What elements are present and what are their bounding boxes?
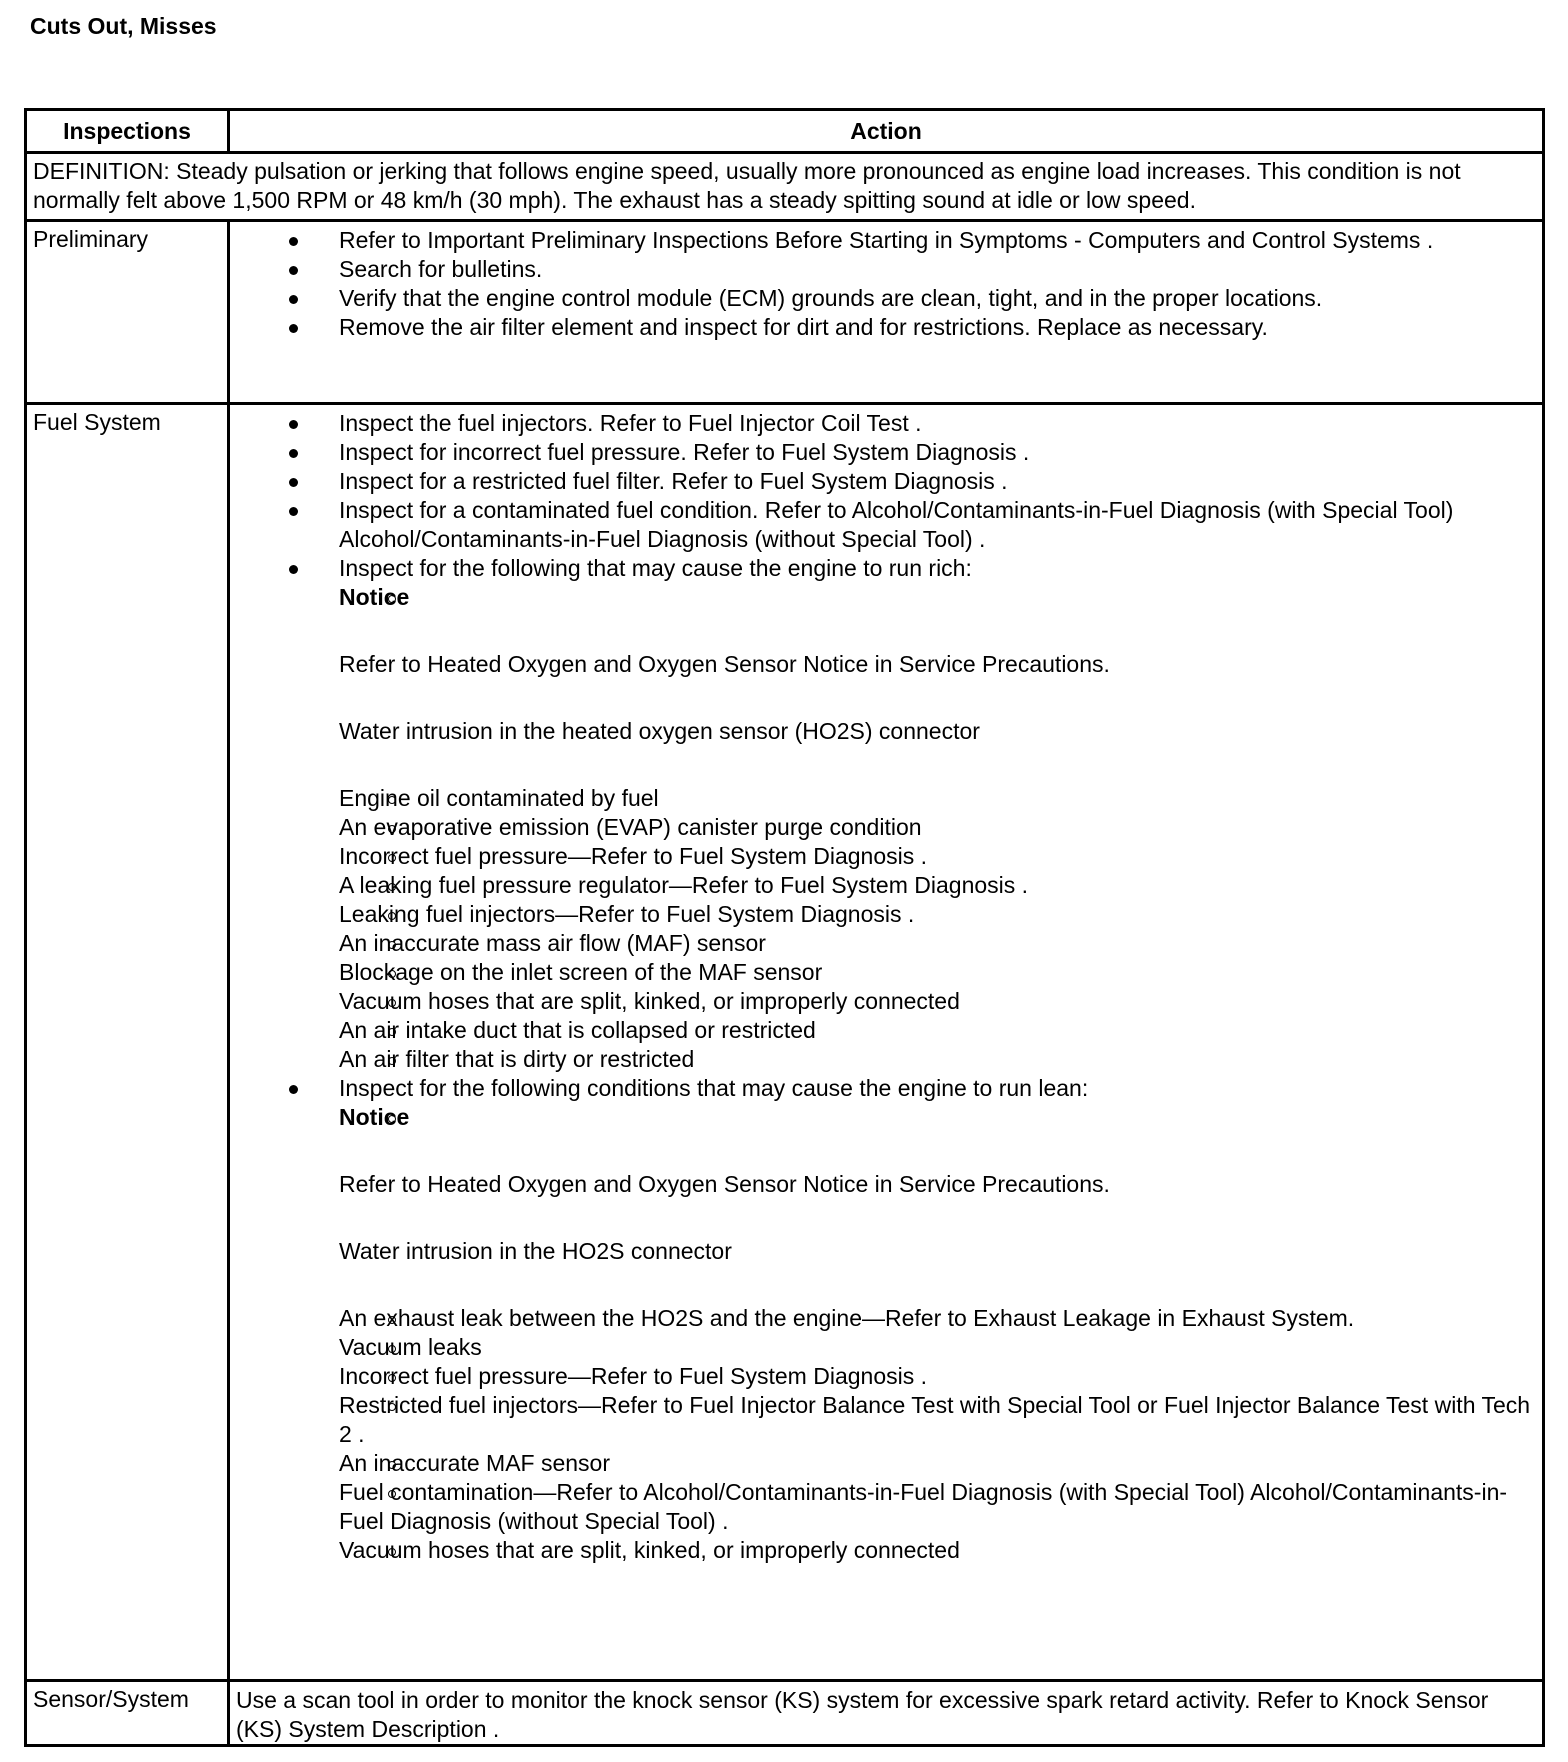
list-item-text: Inspect for a contaminated fuel condition. Refer to Alcohol/Contaminants-in-Fuel Diagnosis (with Special Tool) Alcohol/Contaminants-in-Fuel Diagnosis (without Special Tool) . [339, 497, 1454, 552]
bullet-icon [289, 420, 298, 429]
list-item-text: Restricted fuel injectors—Refer to Fuel Injector Balance Test with Special Tool or Fuel Injector Balance Test with Tech 2 . [339, 1392, 1531, 1447]
header-row [26, 110, 1544, 153]
notice-item-text: Water intrusion in the HO2S connector [339, 1238, 732, 1264]
circle-bullet-icon [388, 825, 396, 833]
list-item [236, 1333, 1536, 1362]
bullet-icon [289, 478, 298, 487]
list-item [236, 255, 1536, 284]
bullet-icon [289, 295, 298, 304]
list-item [236, 284, 1536, 313]
inspection-label: Preliminary [26, 221, 229, 404]
bullet-list [236, 409, 1536, 1565]
lean-conditions-list [339, 1103, 1536, 1565]
list-item-text: Incorrect fuel pressure—Refer to Fuel System Diagnosis . [339, 843, 928, 869]
action-cell [229, 221, 1544, 404]
circle-bullet-icon [388, 1057, 396, 1065]
list-item [236, 1449, 1536, 1478]
circle-bullet-icon [388, 1316, 396, 1324]
list-item [236, 1478, 1536, 1536]
list-item [236, 813, 1536, 842]
circle-bullet-icon [388, 1374, 396, 1382]
circle-bullet-icon [388, 854, 396, 862]
list-item [236, 1536, 1536, 1565]
circle-bullet-icon [388, 1461, 396, 1469]
circle-bullet-icon [388, 970, 396, 978]
circle-bullet-icon [388, 1403, 396, 1411]
list-item [236, 409, 1536, 438]
notice-item [236, 1103, 1536, 1304]
bullet-icon [289, 266, 298, 275]
definition-row [26, 153, 1544, 221]
inspection-label: Sensor/System [26, 1681, 229, 1746]
list-item-text: An air filter that is dirty or restricted [339, 1046, 695, 1072]
table-row [26, 1681, 1544, 1746]
list-item [236, 958, 1536, 987]
list-item-text: Vacuum hoses that are split, kinked, or improperly connected [339, 988, 960, 1014]
list-item-text: An evaporative emission (EVAP) canister purge condition [339, 814, 922, 840]
list-item-text: Inspect the fuel injectors. Refer to Fuel Injector Coil Test . [339, 410, 922, 436]
circle-bullet-icon [388, 1028, 396, 1036]
circle-bullet-icon [388, 796, 396, 804]
list-item [236, 1304, 1536, 1333]
list-item [236, 1362, 1536, 1391]
list-item [236, 900, 1536, 929]
bullet-icon [289, 1085, 298, 1094]
list-item-text: Remove the air filter element and inspect for dirt and for restrictions. Replace as necessary. [339, 314, 1268, 340]
circle-bullet-icon [388, 1490, 396, 1498]
circle-bullet-icon [388, 941, 396, 949]
list-item [236, 871, 1536, 900]
list-item-text: A leaking fuel pressure regulator—Refer to Fuel System Diagnosis . [339, 872, 1029, 898]
list-item [236, 1074, 1536, 1565]
list-item [236, 929, 1536, 958]
list-item [236, 226, 1536, 255]
list-item-text: Blockage on the inlet screen of the MAF sensor [339, 959, 823, 985]
list-item [236, 313, 1536, 342]
bullet-icon [289, 565, 298, 574]
list-item-text: Inspect for the following conditions that may cause the engine to run lean: [339, 1075, 1089, 1101]
list-item [236, 1016, 1536, 1045]
bullet-icon [289, 324, 298, 333]
list-item [236, 496, 1536, 554]
list-item-text: Inspect for the following that may cause the engine to run rich: [339, 555, 972, 581]
bullet-icon [289, 507, 298, 516]
circle-bullet-icon [388, 999, 396, 1007]
list-item [236, 554, 1536, 1074]
list-item-text: Incorrect fuel pressure—Refer to Fuel System Diagnosis . [339, 1363, 928, 1389]
bullet-icon [289, 237, 298, 246]
notice-item-text: Water intrusion in the heated oxygen sensor (HO2S) connector [339, 718, 980, 744]
list-item-text: An air intake duct that is collapsed or restricted [339, 1017, 816, 1043]
list-item-text: Inspect for incorrect fuel pressure. Refer to Fuel System Diagnosis . [339, 439, 1030, 465]
inspection-label: Fuel System [26, 404, 229, 1681]
list-item-text: Verify that the engine control module (ECM) grounds are clean, tight, and in the proper locations. [339, 285, 1323, 311]
list-item-text: Search for bulletins. [339, 256, 543, 282]
action-cell [229, 404, 1544, 1681]
action-text: Use a scan tool in order to monitor the knock sensor (KS) system for excessive spark retard activity. Refer to Knock Sensor (KS) System Description . [236, 1687, 1489, 1742]
list-item-text: Vacuum hoses that are split, kinked, or improperly connected [339, 1537, 960, 1563]
circle-bullet-icon [388, 883, 396, 891]
list-item [236, 987, 1536, 1016]
list-item [236, 784, 1536, 813]
table-row [26, 404, 1544, 1681]
bullet-list [236, 226, 1536, 342]
notice-text: Refer to Heated Oxygen and Oxygen Sensor Notice in Service Precautions. [339, 1171, 1110, 1197]
page-title: Cuts Out, Misses [30, 13, 217, 39]
list-item-text: Refer to Important Preliminary Inspections Before Starting in Symptoms - Computers and Control Systems . [339, 227, 1434, 253]
notice-item [236, 583, 1536, 784]
list-item [236, 1391, 1536, 1449]
header-inspections: Inspections [26, 110, 229, 153]
list-item [236, 467, 1536, 496]
notice-title: Notice [339, 1104, 410, 1130]
list-item [236, 1045, 1536, 1074]
action-cell [229, 1681, 1544, 1746]
table-row [26, 221, 1544, 404]
notice-title: Notice [339, 584, 410, 610]
circle-bullet-icon [388, 1345, 396, 1353]
notice-text: Refer to Heated Oxygen and Oxygen Sensor Notice in Service Precautions. [339, 651, 1110, 677]
list-item-text: Vacuum leaks [339, 1334, 482, 1360]
list-item-text: Inspect for a restricted fuel filter. Refer to Fuel System Diagnosis . [339, 468, 1008, 494]
circle-bullet-icon [388, 595, 396, 603]
list-item [236, 842, 1536, 871]
rich-conditions-list [339, 583, 1536, 1074]
list-item [236, 438, 1536, 467]
circle-bullet-icon [388, 1548, 396, 1556]
header-action: Action [229, 110, 1544, 153]
list-item-text: Leaking fuel injectors—Refer to Fuel System Diagnosis . [339, 901, 915, 927]
list-item-text: An inaccurate MAF sensor [339, 1450, 611, 1476]
definition-text: DEFINITION: Steady pulsation or jerking that follows engine speed, usually more pronounced as engine load increases. This condition is not normally felt above 1,500 RPM or 48 km/h (30 mph). The exhaust has a steady spitting sound at idle or low speed. [26, 153, 1544, 221]
diagnostic-table [24, 108, 1545, 1747]
list-item-text: An inaccurate mass air flow (MAF) sensor [339, 930, 766, 956]
circle-bullet-icon [388, 912, 396, 920]
list-item-text: Fuel contamination—Refer to Alcohol/Contaminants-in-Fuel Diagnosis (with Special Tool) Alcohol/Contaminants-in-Fuel Diagnosis (without Special Tool) . [339, 1479, 1508, 1534]
circle-bullet-icon [388, 1115, 396, 1123]
list-item-text: Engine oil contaminated by fuel [339, 785, 659, 811]
bullet-icon [289, 449, 298, 458]
list-item-text: An exhaust leak between the HO2S and the engine—Refer to Exhaust Leakage in Exhaust System. [339, 1305, 1355, 1331]
